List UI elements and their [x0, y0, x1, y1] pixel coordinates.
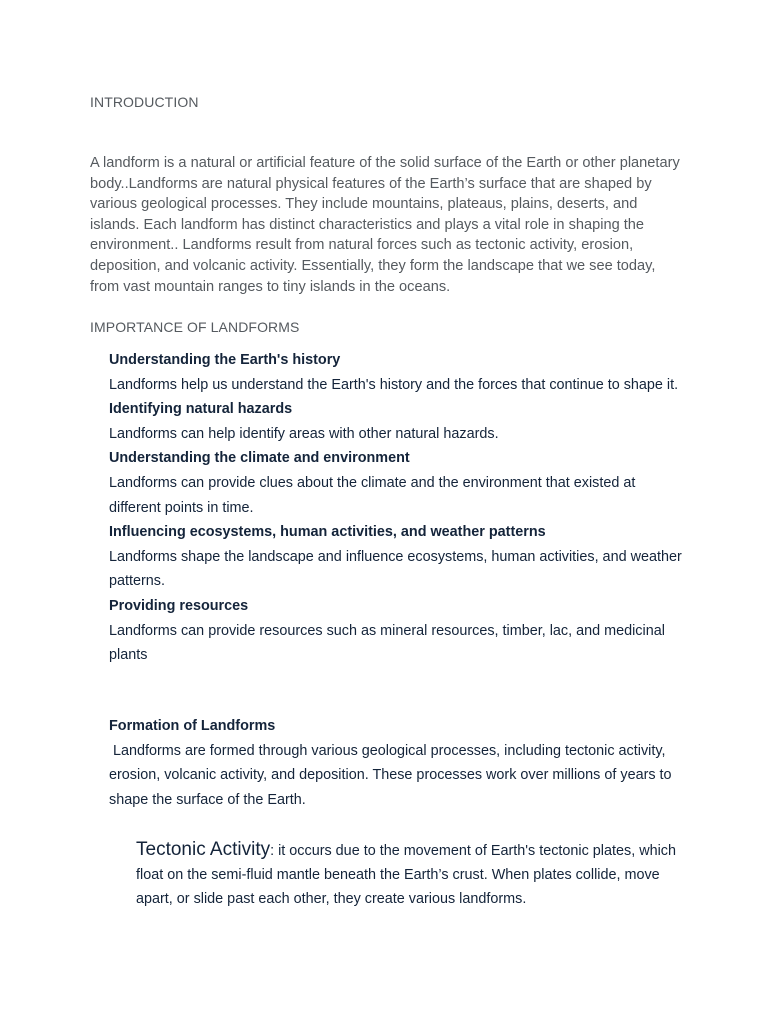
- tectonic-activity-paragraph: [136, 838, 676, 911]
- importance-item-body: Landforms can provide resources such as mineral resources, timber, lac, and medicinal plants: [109, 622, 665, 664]
- formation-body: Landforms are formed through various geological processes, including tectonic activity, erosion, volcanic activity, and deposition. These processes work over millions of years to shape the surface of the Earth.: [109, 742, 676, 808]
- formation-title: Formation of Landforms: [109, 718, 276, 734]
- importance-item-body: Landforms help us understand the Earth's history and the forces that continue to shape it.: [109, 376, 679, 393]
- importance-item: [109, 520, 689, 594]
- tectonic-activity-term: Tectonic Activity: [136, 839, 271, 860]
- importance-item-title: Providing resources: [109, 597, 249, 614]
- importance-item: [109, 348, 689, 397]
- introduction-heading: INTRODUCTION: [90, 94, 199, 110]
- importance-item-title: Understanding the Earth's history: [109, 352, 341, 368]
- importance-item-title: Understanding the climate and environment: [109, 450, 410, 467]
- importance-item-body: Landforms can provide clues about the climate and the environment that existed at different points in time.: [109, 474, 636, 516]
- tectonic-activity-text: : it occurs due to the movement of Earth's tectonic plates, which float on the semi-fluid mantle beneath the Earth’s crust. When plates collide, move apart, or slide past each other, they create various landforms.: [136, 843, 676, 907]
- formation-section: [109, 714, 689, 812]
- importance-item-title: Influencing ecosystems, human activities, and weather patterns: [109, 524, 546, 541]
- importance-heading: IMPORTANCE OF LANDFORMS: [90, 319, 300, 335]
- importance-item: [109, 594, 689, 668]
- importance-item: [109, 397, 689, 446]
- introduction-paragraph: A landform is a natural or artificial feature of the solid surface of the Earth or other planetary body..Landforms are natural physical features of the Earth’s surface that are shaped by various geological processes. They include mountains, plateaus, plains, deserts, and islands. Each landform has distinct characteristics and plays a vital role in shaping the environment.. Landforms result from natural forces such as tectonic activity, erosion, deposition, and volcanic activity. Essentially, they form the landscape that we see today, from vast mountain ranges to tiny islands in the oceans.: [90, 155, 680, 295]
- importance-item-title: Identifying natural hazards: [109, 401, 293, 418]
- importance-item: [109, 446, 689, 520]
- importance-list: [109, 348, 689, 668]
- importance-item-body: Landforms can help identify areas with other natural hazards.: [109, 425, 499, 442]
- importance-item-body: Landforms shape the landscape and influence ecosystems, human activities, and weather patterns.: [109, 548, 682, 590]
